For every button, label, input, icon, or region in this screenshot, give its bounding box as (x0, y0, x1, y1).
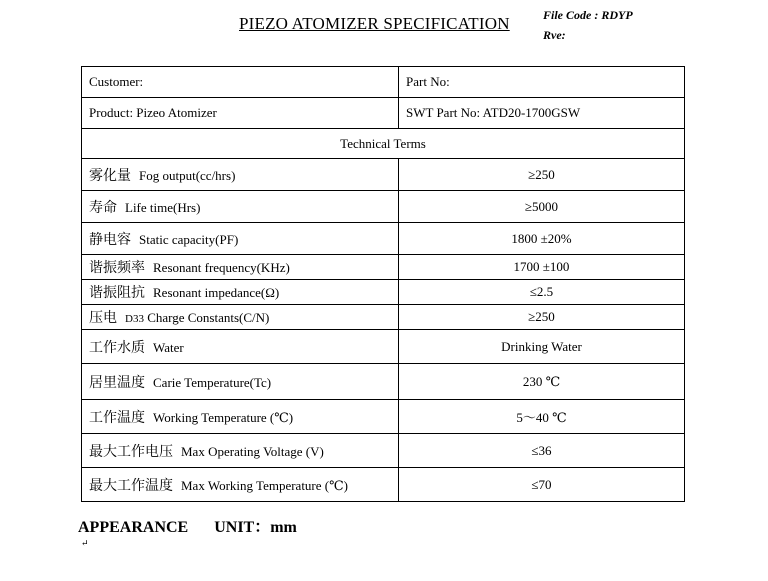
spec-name-cn: 谐振阻抗 (89, 285, 145, 301)
spec-name (82, 364, 399, 400)
appearance-label: APPEARANCE (78, 519, 189, 536)
file-code-block (543, 5, 633, 45)
spec-value: 1800 ±20% (399, 223, 685, 255)
spec-value: ≥5000 (399, 191, 685, 223)
spec-name-cn: 静电容 (89, 231, 131, 248)
spec-name-cn: 工作温度 (89, 409, 145, 426)
spec-name-cn: 谐振频率 (89, 260, 145, 276)
unit-label: UNIT：mm (214, 519, 297, 536)
spec-value: Drinking Water (399, 330, 685, 364)
spec-name-cn: 雾化量 (89, 167, 131, 184)
info-row-product (82, 98, 685, 129)
paragraph-mark-icon: ↵ (81, 538, 89, 548)
spec-name-cn: 最大工作温度 (89, 477, 173, 494)
spec-value: ≤36 (399, 434, 685, 468)
technical-terms-row (82, 129, 685, 159)
spec-row (82, 305, 685, 330)
spec-name-cn: 居里温度 (89, 374, 145, 391)
spec-name-en: Fog output(cc/hrs) (139, 167, 236, 183)
spec-row (82, 255, 685, 280)
spec-name-en: Working Temperature (℃) (153, 409, 294, 425)
spec-name (82, 280, 399, 305)
spec-value: ≥250 (399, 159, 685, 191)
spec-value: 230 ℃ (399, 364, 685, 400)
document-title: PIEZO ATOMIZER SPECIFICATION (239, 14, 510, 33)
spec-row (82, 280, 685, 305)
spec-name-cn: 工作水质 (89, 339, 145, 356)
spec-row (82, 191, 685, 223)
spec-value: ≥250 (399, 305, 685, 330)
spec-row (82, 223, 685, 255)
spec-row (82, 159, 685, 191)
spec-row (82, 364, 685, 400)
spec-row (82, 400, 685, 434)
spec-name (82, 400, 399, 434)
appearance-heading (78, 514, 297, 537)
spec-name (82, 468, 399, 502)
revision: Rve: (543, 28, 566, 42)
spec-name-en: Charge Constants(C/N) (147, 310, 270, 325)
spec-value: ≤2.5 (399, 280, 685, 305)
spec-name-en: Max Operating Voltage (V) (181, 443, 324, 459)
spec-name (82, 434, 399, 468)
spec-value: 1700 ±100 (399, 255, 685, 280)
swt-part-no-cell: SWT Part No: ATD20-1700GSW (399, 98, 685, 129)
part-no-cell: Part No: (399, 67, 685, 98)
spec-name-en: Life time(Hrs) (125, 199, 201, 215)
spec-value: ≤70 (399, 468, 685, 502)
spec-row (82, 434, 685, 468)
spec-name (82, 191, 399, 223)
spec-name (82, 330, 399, 364)
spec-name-en: Resonant frequency(KHz) (153, 260, 290, 275)
info-row-customer (82, 67, 685, 98)
file-code: File Code : RDYP (543, 8, 633, 22)
spec-name-en: Static capacity(PF) (139, 231, 239, 247)
spec-name-en: Max Working Temperature (℃) (181, 477, 348, 493)
spec-name-en: Resonant impedance(Ω) (153, 285, 280, 300)
spec-name-cn: 压电 (89, 310, 117, 326)
spec-name (82, 223, 399, 255)
customer-cell: Customer: (82, 67, 399, 98)
spec-name-cn: 最大工作电压 (89, 443, 173, 460)
spec-name-cn: 寿命 (89, 199, 117, 216)
spec-name (82, 159, 399, 191)
spec-name (82, 305, 399, 330)
spec-name-prefix: D33 (125, 313, 144, 325)
technical-terms-header: Technical Terms (82, 129, 685, 159)
spec-value: 5～40 ℃ (399, 400, 685, 434)
spec-row (82, 330, 685, 364)
spec-table (81, 66, 685, 502)
spec-name-en: Carie Temperature(Tc) (153, 374, 272, 390)
spec-name-en: Water (153, 339, 184, 355)
spec-name (82, 255, 399, 280)
product-cell: Product: Pizeo Atomizer (82, 98, 399, 129)
spec-row (82, 468, 685, 502)
